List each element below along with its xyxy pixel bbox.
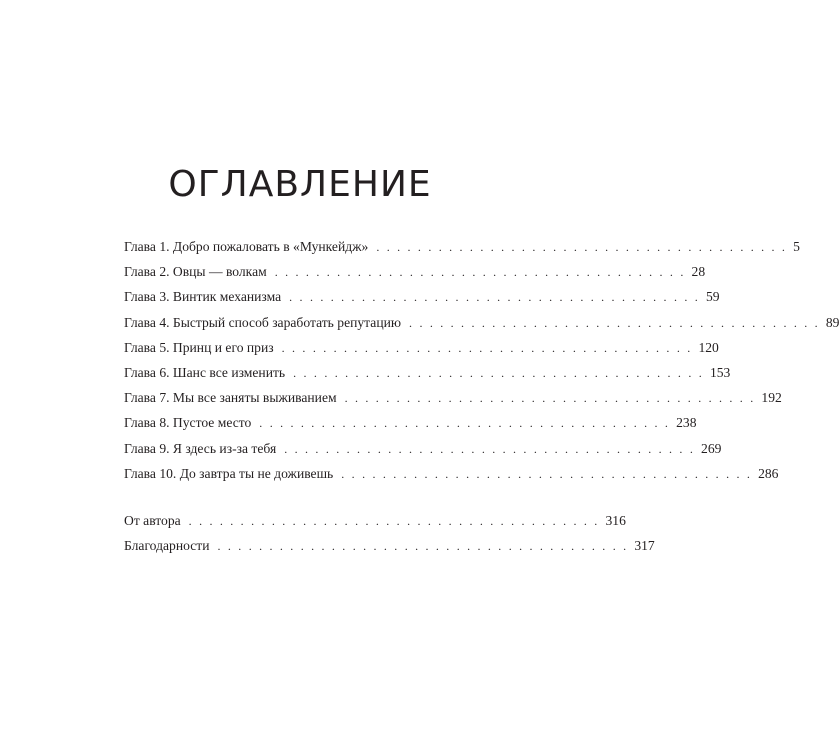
dot-leader: . . . . . . . . . . . . . . . . . . . . . . . . . . . . . . . . . . . . . . . .	[284, 441, 696, 456]
toc-entry	[124, 310, 839, 335]
dot-leader: . . . . . . . . . . . . . . . . . . . . . . . . . . . . . . . . . . . . . . . .	[188, 514, 600, 528]
dot-leader: . . . . . . . . . . . . . . . . . . . . . . . . . . . . . . . . . . . . . . . .	[281, 340, 693, 355]
entry-page-number: 28	[691, 264, 706, 280]
entry-page-number: 192	[761, 390, 782, 406]
dot-leader: . . . . . . . . . . . . . . . . . . . . . . . . . . . . . . . . . . . . . . . .	[293, 365, 704, 380]
entry-page-number: 269	[701, 440, 722, 456]
dot-leader: . . . . . . . . . . . . . . . . . . . . . . . . . . . . . . . . . . . . . . . .	[274, 265, 686, 280]
entry-page-number: 286	[758, 465, 779, 481]
entry-page-number: 316	[605, 513, 626, 528]
toc-entry	[124, 436, 722, 461]
dot-leader: . . . . . . . . . . . . . . . . . . . . . . . . . . . . . . . . . . . . . . . .	[344, 391, 756, 406]
entry-title: Глава 3. Винтик механизма	[124, 289, 282, 305]
toc-entry	[124, 259, 706, 284]
dot-leader: . . . . . . . . . . . . . . . . . . . . . . . . . . . . . . . . . . . . . . . .	[289, 290, 700, 305]
entry-page-number: 120	[698, 339, 719, 355]
dot-leader: . . . . . . . . . . . . . . . . . . . . . . . . . . . . . . . . . . . . . . . .	[217, 539, 629, 554]
page-title: ОГЛАВЛЕНИЕ	[168, 164, 432, 205]
entry-title: От автора	[124, 513, 181, 528]
toc-entry	[124, 335, 719, 360]
dot-leader: . . . . . . . . . . . . . . . . . . . . . . . . . . . . . . . . . . . . . . . .	[409, 315, 820, 330]
toc-entry	[124, 461, 779, 486]
dot-leader: . . . . . . . . . . . . . . . . . . . . . . . . . . . . . . . . . . . . . . . .	[341, 466, 753, 481]
entry-title: Глава 4. Быстрый способ заработать репутацию	[124, 314, 402, 330]
toc-entry	[124, 234, 800, 259]
toc-entry	[124, 360, 731, 385]
entry-title: Глава 1. Добро пожаловать в «Мункейдж»	[124, 239, 369, 254]
entry-title: Глава 6. Шанс все изменить	[124, 364, 286, 380]
toc-entry	[124, 533, 655, 558]
entry-page-number: 153	[709, 364, 731, 380]
entry-title: Глава 2. Овцы — волкам	[124, 264, 267, 280]
entry-title: Благодарности	[124, 538, 210, 554]
entry-page-number: 89	[825, 314, 839, 330]
entry-title: Глава 7. Мы все заняты выживанием	[124, 390, 337, 406]
entry-page-number: 317	[634, 538, 655, 554]
entry-title: Глава 5. Принц и его приз	[124, 339, 274, 355]
back-matter-list	[124, 508, 655, 558]
entry-page-number: 238	[676, 415, 697, 431]
entry-page-number: 5	[793, 239, 800, 254]
entry-title: Глава 10. До завтра ты не доживешь	[124, 465, 334, 481]
entry-page-number: 59	[705, 289, 720, 305]
entry-title: Глава 9. Я здесь из-за тебя	[124, 440, 277, 456]
chapter-list	[124, 234, 839, 486]
dot-leader: . . . . . . . . . . . . . . . . . . . . . . . . . . . . . . . . . . . . . . . .	[376, 240, 788, 254]
toc-entry	[124, 284, 720, 309]
toc-entry	[124, 508, 626, 533]
toc-entry	[124, 410, 697, 435]
dot-leader: . . . . . . . . . . . . . . . . . . . . . . . . . . . . . . . . . . . . . . . .	[259, 416, 671, 431]
entry-title: Глава 8. Пустое место	[124, 415, 252, 431]
toc-entry	[124, 385, 782, 410]
